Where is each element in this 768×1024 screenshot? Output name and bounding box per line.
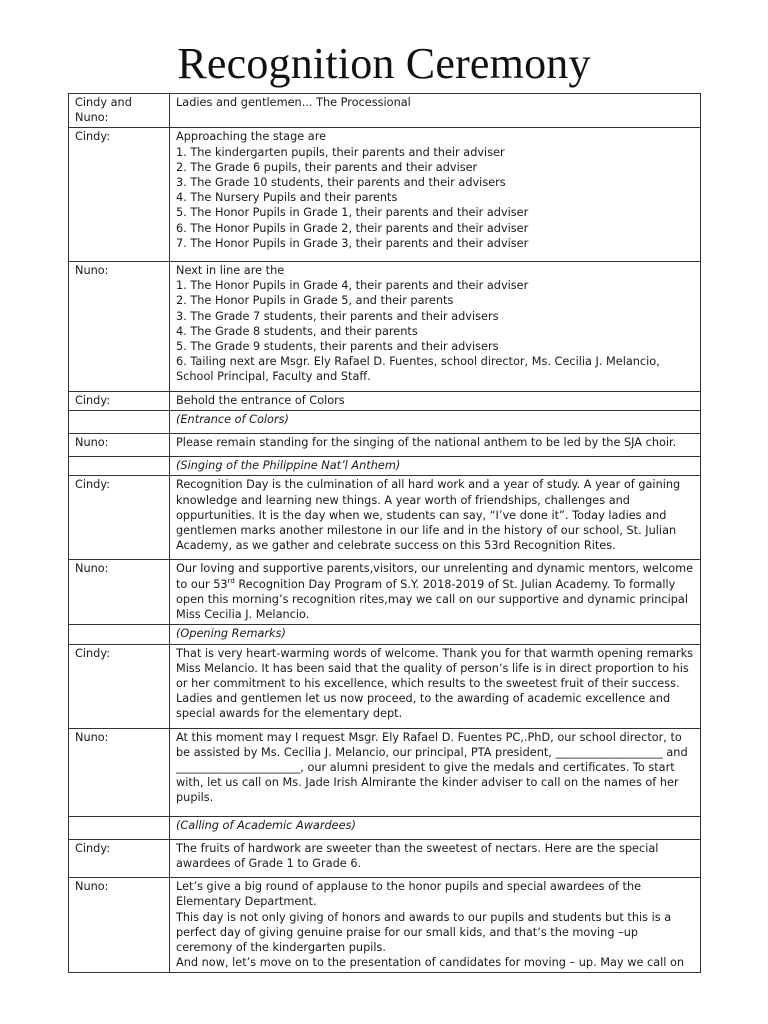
table-row [69, 839, 701, 877]
list-item: 3. The Grade 7 students, their parents and their advisers [176, 309, 499, 323]
dialogue-paragraph: And now, let’s move on to the presentation of candidates for moving – up. May we call on [176, 956, 685, 970]
speaker-cell: Cindy: [69, 644, 170, 728]
dialogue-cell [170, 476, 701, 560]
dialogue-paragraph: Recognition Day is the culmination of all hard work and a year of study. A year of gaining knowledge and learning new things. A year worth of friendships, challenges and oppurtunities. It is the day when we, students can say, “I’ve done it”. Today ladies and gentlemen marks another milestone in our life and in the history of our school, St. Julian Academy, as we gather and celebrate success on this 53rd Recognition Rites. [176, 478, 681, 553]
speaker-cell: Cindy: [69, 391, 170, 410]
list-item: 5. The Honor Pupils in Grade 1, their parents and their adviser [176, 206, 529, 220]
dialogue-paragraph: This day is not only giving of honors and awards to our pupils and students but this is a perfect day of giving genuine praise for our small kids, and that’s the moving –up ceremony of the kindergarten pupils. [176, 910, 672, 954]
dialogue-line: Ladies and gentlemen... The Processional [176, 96, 411, 109]
speaker-cell: Nuno: [69, 560, 170, 625]
speaker-cell: Cindy: [69, 128, 170, 262]
list-item: 1. The Honor Pupils in Grade 4, their parents and their adviser [176, 279, 529, 293]
table-row [69, 816, 701, 839]
dialogue-text: Our loving and supportive parents,visitors, our unrelenting and dynamic mentors, welcome to our 53 [176, 562, 694, 591]
speaker-cell [69, 410, 170, 433]
speaker-cell [69, 816, 170, 839]
dialogue-cell [170, 457, 701, 476]
table-row [69, 878, 701, 973]
table-row [69, 560, 701, 625]
dialogue-paragraph: Let’s give a big round of applause to the honor pupils and special awardees of the Elementary Department. [176, 880, 642, 909]
stage-direction: (Opening Remarks) [176, 627, 286, 641]
document-title: Recognition Ceremony [177, 39, 591, 88]
dialogue-line: Next in line are the [176, 264, 285, 278]
table-row [69, 128, 701, 262]
dialogue-cell [170, 434, 701, 457]
speaker-cell [69, 457, 170, 476]
speaker-cell: Cindy: [69, 839, 170, 877]
ordinal-suffix: rd [227, 576, 235, 585]
dialogue-cell [170, 728, 701, 816]
list-item: 2. The Grade 6 pupils, their parents and their adviser [176, 160, 478, 174]
dialogue-cell [170, 410, 701, 433]
list-item: 3. The Grade 10 students, their parents and their advisers [176, 176, 506, 190]
list-item: 6. The Honor Pupils in Grade 2, their parents and their adviser [176, 221, 529, 235]
table-row [69, 728, 701, 816]
dialogue-line: Approaching the stage are [176, 130, 327, 144]
dialogue-cell [170, 644, 701, 728]
list-item: 7. The Honor Pupils in Grade 3, their parents and their adviser [176, 236, 529, 250]
list-item: 4. The Nursery Pupils and their parents [176, 191, 398, 205]
dialogue-cell [170, 816, 701, 839]
dialogue-paragraph: The fruits of hardwork are sweeter than the sweetest of nectars. Here are the special awardees of Grade 1 to Grade 6. [176, 841, 659, 870]
dialogue-text: Recognition Day Program of S.Y. 2018-2019 of St. Julian Academy. To formally open this morning’s recognition rites,may we call on our supportive and dynamic principal Miss Cecilia J. Melancio. [176, 577, 688, 622]
table-row [69, 391, 701, 410]
stage-direction: (Entrance of Colors) [176, 412, 289, 426]
table-row [69, 644, 701, 728]
dialogue-cell [170, 128, 701, 262]
dialogue-cell [170, 878, 701, 973]
speaker-cell: Nuno: [69, 434, 170, 457]
speaker-cell: Nuno: [69, 262, 170, 392]
speaker-cell: Nuno: [69, 878, 170, 973]
dialogue-cell [170, 94, 701, 128]
program-script-table [68, 93, 701, 973]
table-row [69, 434, 701, 457]
dialogue-line: Please remain standing for the singing of the national anthem to be led by the SJA choir. [176, 436, 677, 450]
table-row [69, 476, 701, 560]
list-item: 4. The Grade 8 students, and their parents [176, 324, 418, 338]
list-item: 6. Tailing next are Msgr. Ely Rafael D. Fuentes, school director, Ms. Cecilia J. Melancio, School Principal, Faculty and Staff. [176, 355, 660, 384]
table-row [69, 625, 701, 644]
speaker-cell [69, 625, 170, 644]
stage-direction: (Calling of Academic Awardees) [176, 818, 356, 832]
list-item: 2. The Honor Pupils in Grade 5, and their parents [176, 294, 454, 308]
dialogue-cell [170, 391, 701, 410]
stage-direction: (Singing of the Philippine Nat’l Anthem) [176, 459, 401, 473]
dialogue-paragraph: That is very heart-warming words of welcome. Thank you for that warmth opening remarks Miss Melancio. It has been said that the quality of person’s life is in direct proportion to his or her commitment to his excellence, which results to the sweetest fruit of their success. Ladies and gentlemen let us now proceed, to the awarding of academic excellence and special awards for the elementary dept. [176, 646, 694, 721]
speaker-cell: Cindy: [69, 476, 170, 560]
dialogue-cell [170, 839, 701, 877]
speaker-cell: Cindy and Nuno: [69, 94, 170, 128]
table-row [69, 457, 701, 476]
dialogue-cell [170, 262, 701, 392]
dialogue-paragraph [176, 561, 694, 622]
table-row [69, 410, 701, 433]
dialogue-cell [170, 560, 701, 625]
table-row [69, 94, 701, 128]
dialogue-line: Behold the entrance of Colors [176, 393, 345, 407]
dialogue-paragraph: At this moment may I request Msgr. Ely Rafael D. Fuentes PC,.PhD, our school director, to be assisted by Ms. Cecilia J. Melancio, our principal, PTA president, ___________________ and ______________________, our alumni president to give the medals and certificates. To start with, let us call on Ms. Jade Irish Almirante the kinder adviser to call on the names of her pupils. [176, 730, 688, 805]
list-item: 5. The Grade 9 students, their parents and their advisers [176, 340, 499, 354]
table-row [69, 262, 701, 392]
speaker-cell: Nuno: [69, 728, 170, 816]
list-item: 1. The kindergarten pupils, their parents and their adviser [176, 145, 505, 159]
dialogue-cell [170, 625, 701, 644]
